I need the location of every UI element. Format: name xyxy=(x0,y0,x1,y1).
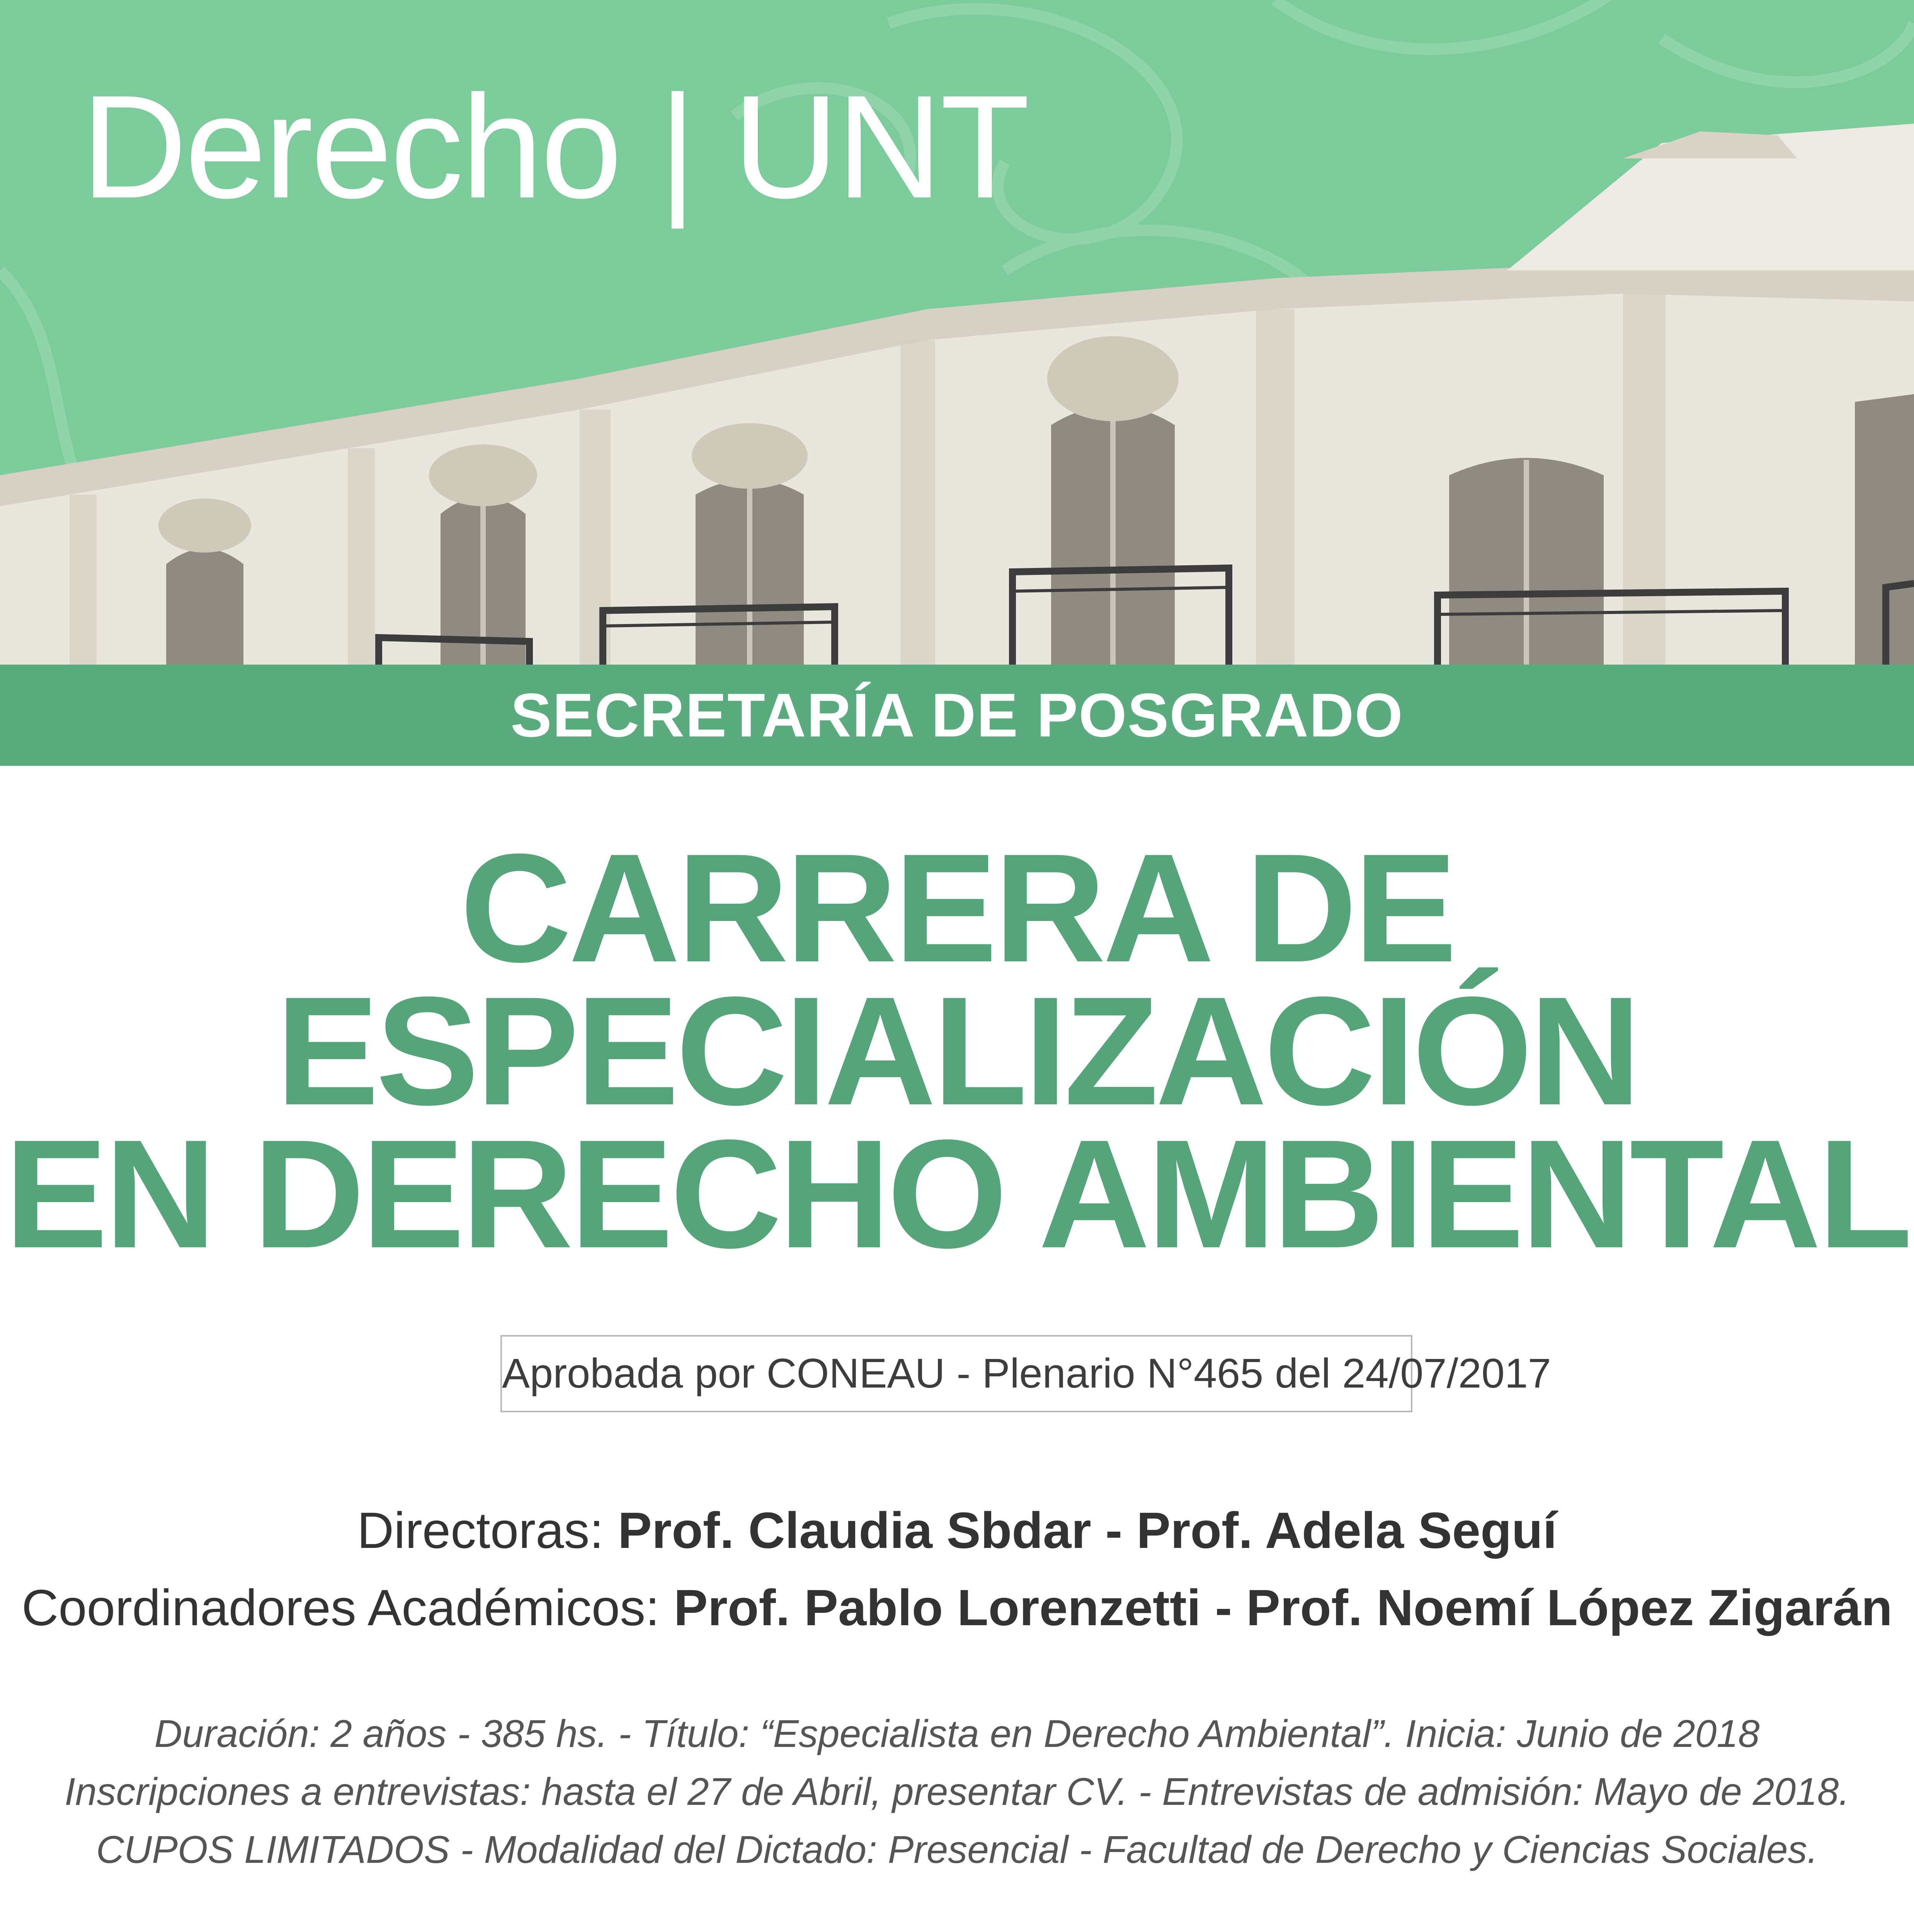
title-line-1: CARRERA DE xyxy=(460,821,1454,994)
info-line-3: CUPOS LIMITADOS - Modalidad del Dictado: Presencial - Facultad de Derecho y Ciencias Sociales. xyxy=(96,1828,1818,1871)
title-line-2: ESPECIALIZACIÓN xyxy=(276,964,1638,1137)
directoras-line xyxy=(0,1501,1914,1560)
coordinadores-names: Prof. Pablo Lorenzetti - Prof. Noemí López Zigarán xyxy=(674,1579,1893,1636)
header-banner xyxy=(0,0,1914,665)
info-line-2: Inscripciones a entrevistas: hasta el 27 de Abril, presentar CV. - Entrevistas de admisión: Mayo de 2018. xyxy=(65,1770,1849,1813)
coordinadores-label: Coordinadores Académicos: xyxy=(21,1579,674,1636)
title-line-3: EN DERECHO AMBIENTAL xyxy=(5,1107,1909,1280)
approval-notice: Aprobada por CONEAU - Plenario N°465 del 24/07/2017 xyxy=(500,1335,1412,1412)
directoras-label: Directoras: xyxy=(357,1502,618,1559)
directoras-names: Prof. Claudia Sbdar - Prof. Adela Seguí xyxy=(618,1502,1557,1559)
info-line-1: Duración: 2 años - 385 hs. - Título: “Especialista en Derecho Ambiental”. Inicia: Junio de 2018 xyxy=(154,1712,1760,1755)
coordinadores-line xyxy=(0,1578,1914,1637)
brand-title: Derecho | UNT xyxy=(81,65,1028,229)
secretaria-label: SECRETARÍA DE POSGRADO xyxy=(510,680,1404,750)
